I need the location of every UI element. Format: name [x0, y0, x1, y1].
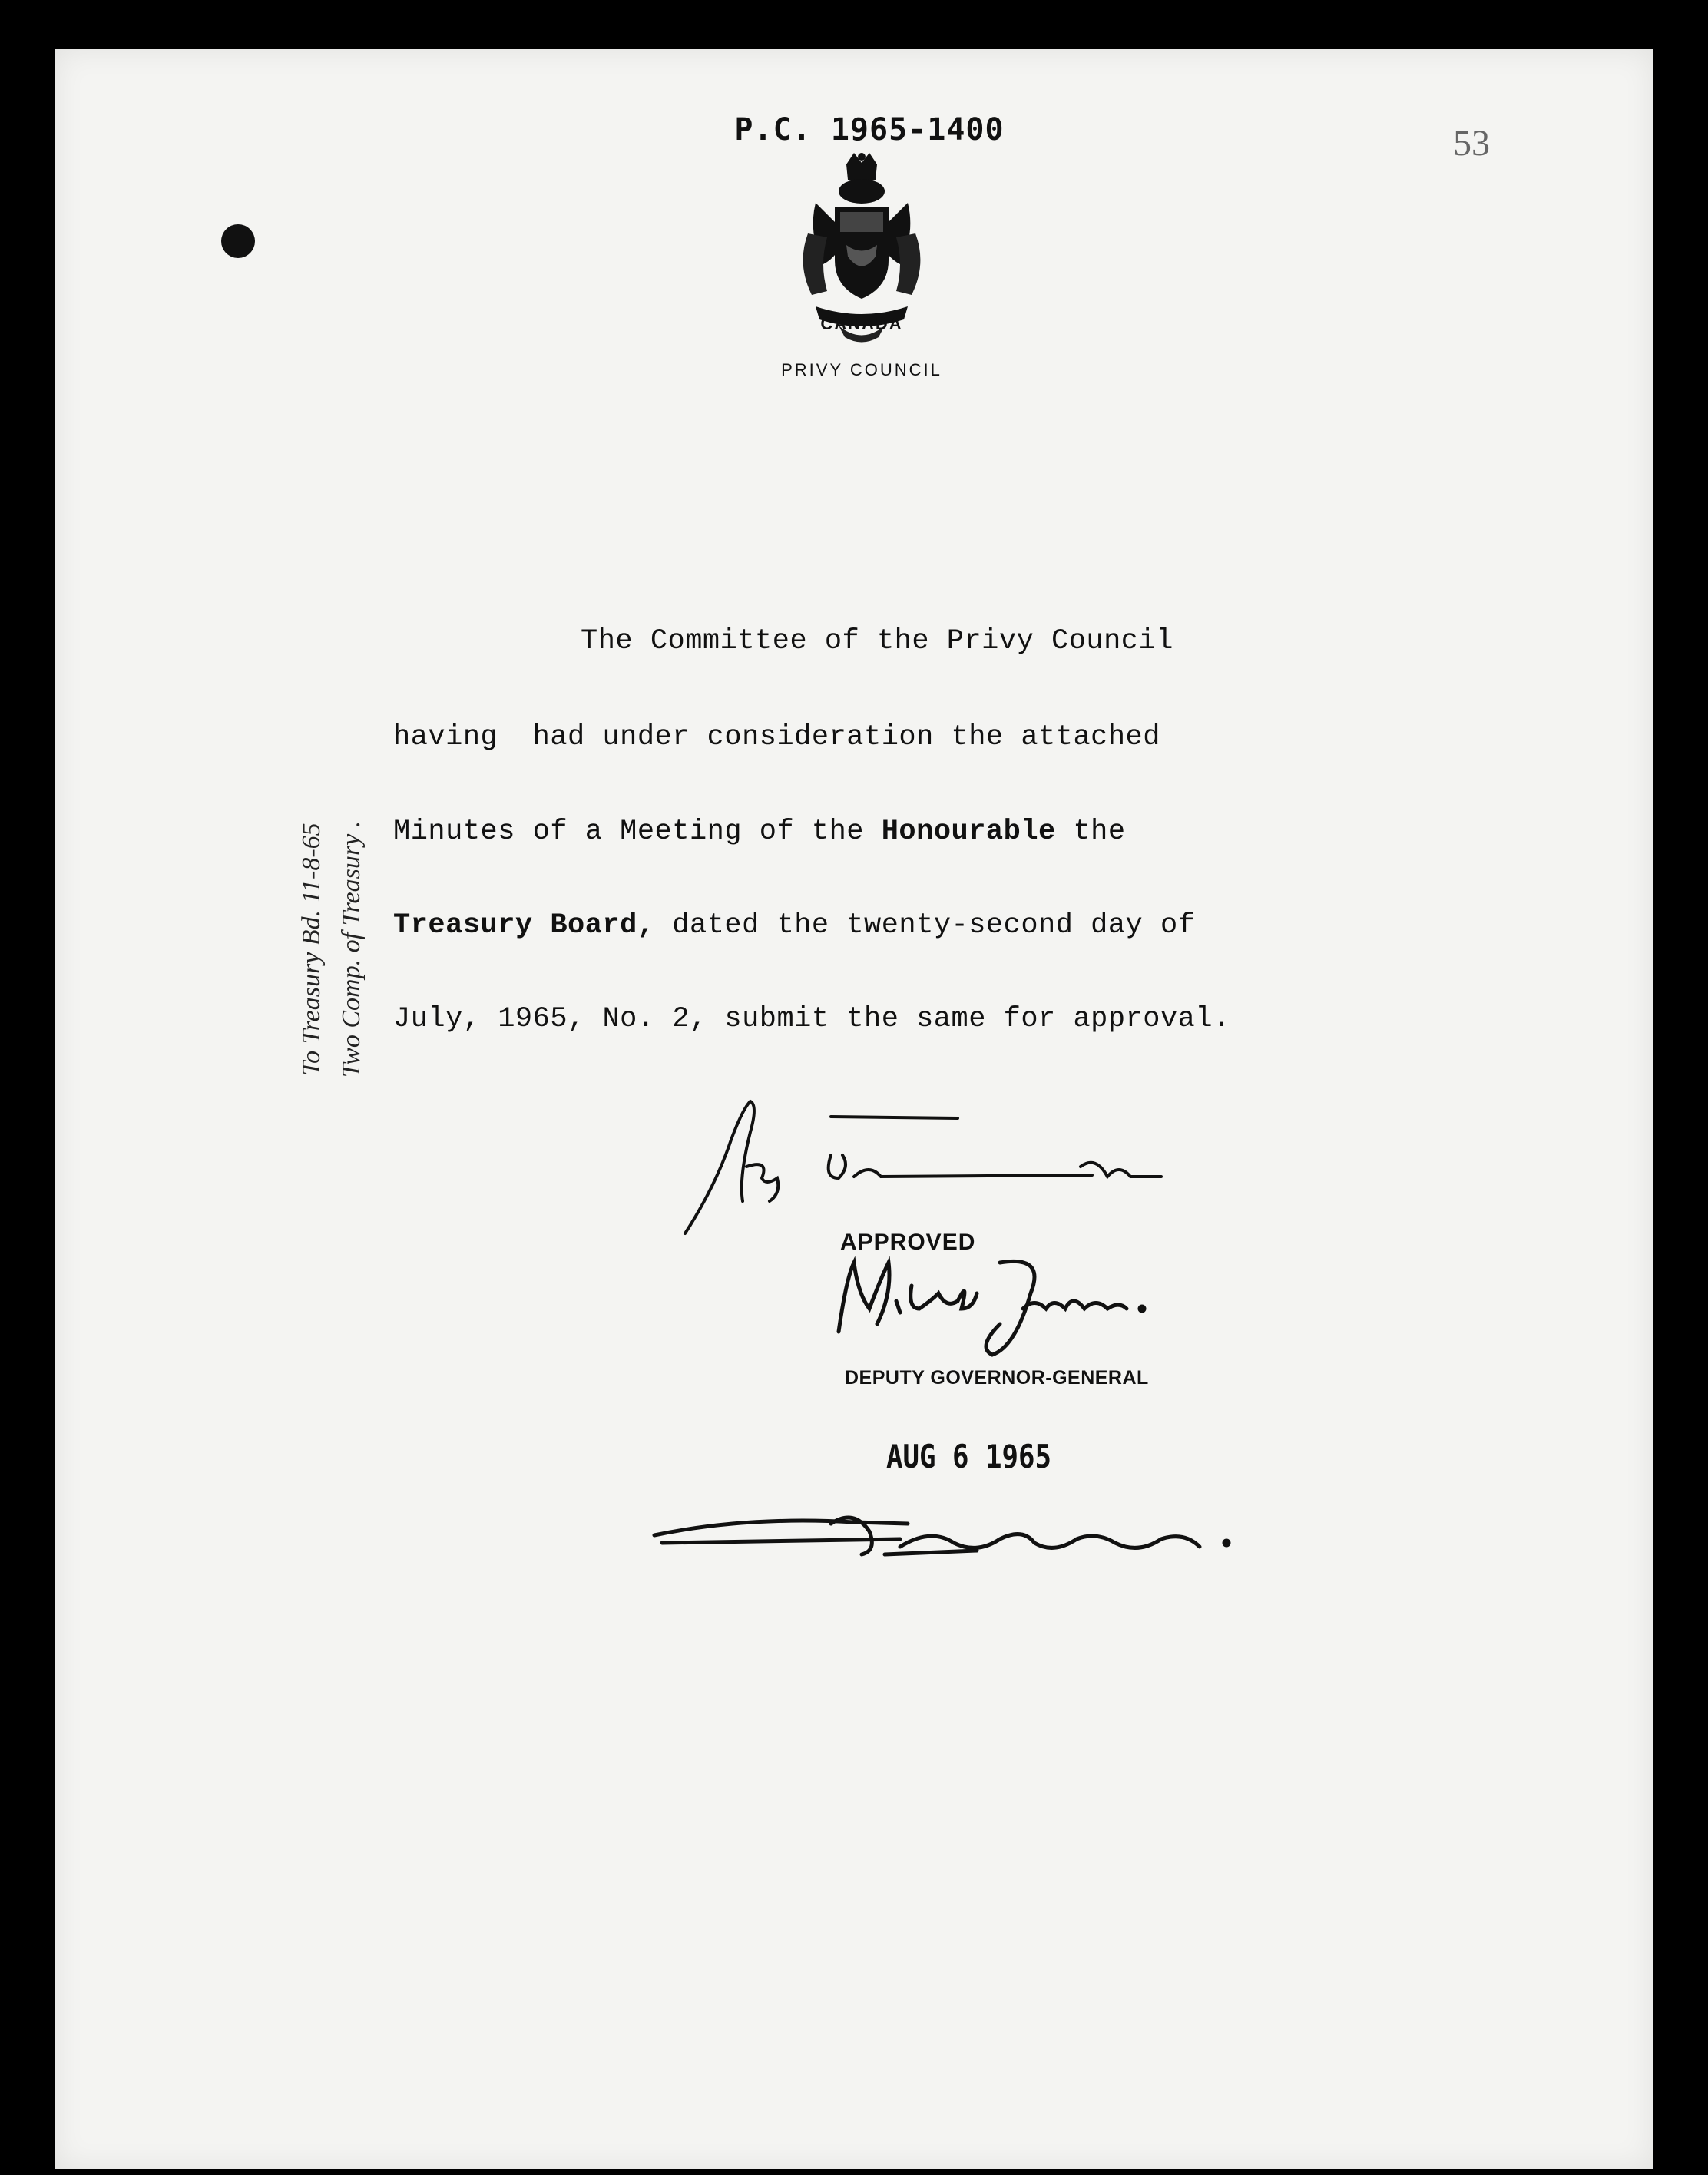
- approved-label: APPROVED: [840, 1230, 976, 1255]
- body-line-3-pre: Minutes of a Meeting of the: [393, 816, 882, 848]
- margin-note: [292, 673, 372, 1226]
- body-line-4: [393, 909, 1195, 942]
- body-line-3: [393, 816, 1126, 848]
- deputy-governor-label: DEPUTY GOVERNOR-GENERAL: [845, 1367, 1149, 1389]
- council-label: PRIVY COUNCIL: [781, 360, 942, 379]
- body-line-1: The Committee of the Privy Council: [581, 625, 1173, 657]
- approval-date-stamp: AUG 6 1965: [886, 1438, 1051, 1475]
- document-page: [55, 49, 1653, 2169]
- margin-note-line-2: Two Comp. of Treasury .: [337, 820, 366, 1078]
- page-number: 53: [1453, 123, 1490, 164]
- margin-note-line-1: To Treasury Bd. 11-8-65: [297, 823, 326, 1076]
- order-number: P.C. 1965-1400: [734, 112, 1005, 147]
- body-line-3-bold: Honourable: [881, 816, 1056, 848]
- body-line-3-post: the: [1055, 816, 1126, 848]
- country-label: CANADA: [820, 314, 903, 333]
- punch-hole-mark: [209, 210, 270, 272]
- body-line-2: having had under consideration the attached: [393, 721, 1160, 753]
- body-line-4-post: dated the twenty-second day of: [654, 909, 1196, 942]
- body-line-4-bold: Treasury Board,: [393, 909, 655, 942]
- body-line-5: July, 1965, No. 2, submit the same for approval.: [393, 1003, 1230, 1035]
